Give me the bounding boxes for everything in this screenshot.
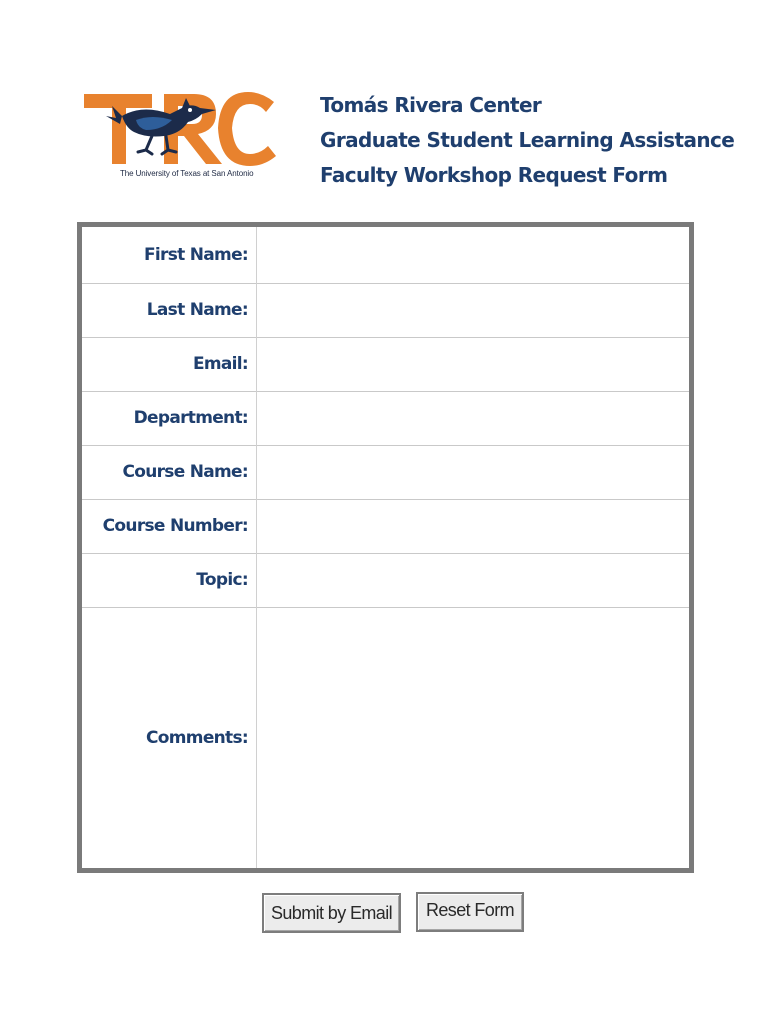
department-label: Department: <box>82 391 257 445</box>
header-titles <box>320 88 734 193</box>
form-row-topic <box>82 553 689 607</box>
form-row-email <box>82 337 689 391</box>
submit-by-email-button[interactable]: Submit by Email <box>262 893 401 933</box>
comments-label: Comments: <box>82 607 257 868</box>
request-form-table <box>82 227 689 868</box>
course-number-cell <box>257 499 690 553</box>
course-name-cell <box>257 445 690 499</box>
last-name-label: Last Name: <box>82 283 257 337</box>
course-name-field[interactable] <box>257 446 689 499</box>
request-form <box>77 222 694 873</box>
logo-letter-c <box>218 92 276 166</box>
first-name-label: First Name: <box>82 227 257 283</box>
form-row-department <box>82 391 689 445</box>
topic-field[interactable] <box>257 554 689 607</box>
email-label: Email: <box>82 337 257 391</box>
comments-cell <box>257 607 690 868</box>
header-title-center: Tomás Rivera Center <box>320 93 542 117</box>
department-cell <box>257 391 690 445</box>
form-row-comments <box>82 607 689 868</box>
header-title-form: Faculty Workshop Request Form <box>320 163 668 187</box>
page-header <box>0 0 770 210</box>
last-name-cell <box>257 283 690 337</box>
first-name-field[interactable] <box>257 227 689 283</box>
form-actions <box>0 893 770 937</box>
department-field[interactable] <box>257 392 689 445</box>
form-row-last-name <box>82 283 689 337</box>
email-cell <box>257 337 690 391</box>
trc-logo-graphic <box>82 86 278 168</box>
topic-cell <box>257 553 690 607</box>
form-row-course-number <box>82 499 689 553</box>
email-field[interactable] <box>257 338 689 391</box>
course-number-label: Course Number: <box>82 499 257 553</box>
comments-field[interactable] <box>257 608 689 869</box>
course-number-field[interactable] <box>257 500 689 553</box>
topic-label: Topic: <box>82 553 257 607</box>
trc-logo <box>82 86 278 186</box>
header-title-program: Graduate Student Learning Assistance <box>320 128 735 152</box>
reset-form-button[interactable]: Reset Form <box>416 892 524 932</box>
last-name-field[interactable] <box>257 284 689 337</box>
logo-subtitle: The University of Texas at San Antonio <box>120 169 254 178</box>
first-name-cell <box>257 227 690 283</box>
course-name-label: Course Name: <box>82 445 257 499</box>
form-row-first-name <box>82 227 689 283</box>
form-row-course-name <box>82 445 689 499</box>
